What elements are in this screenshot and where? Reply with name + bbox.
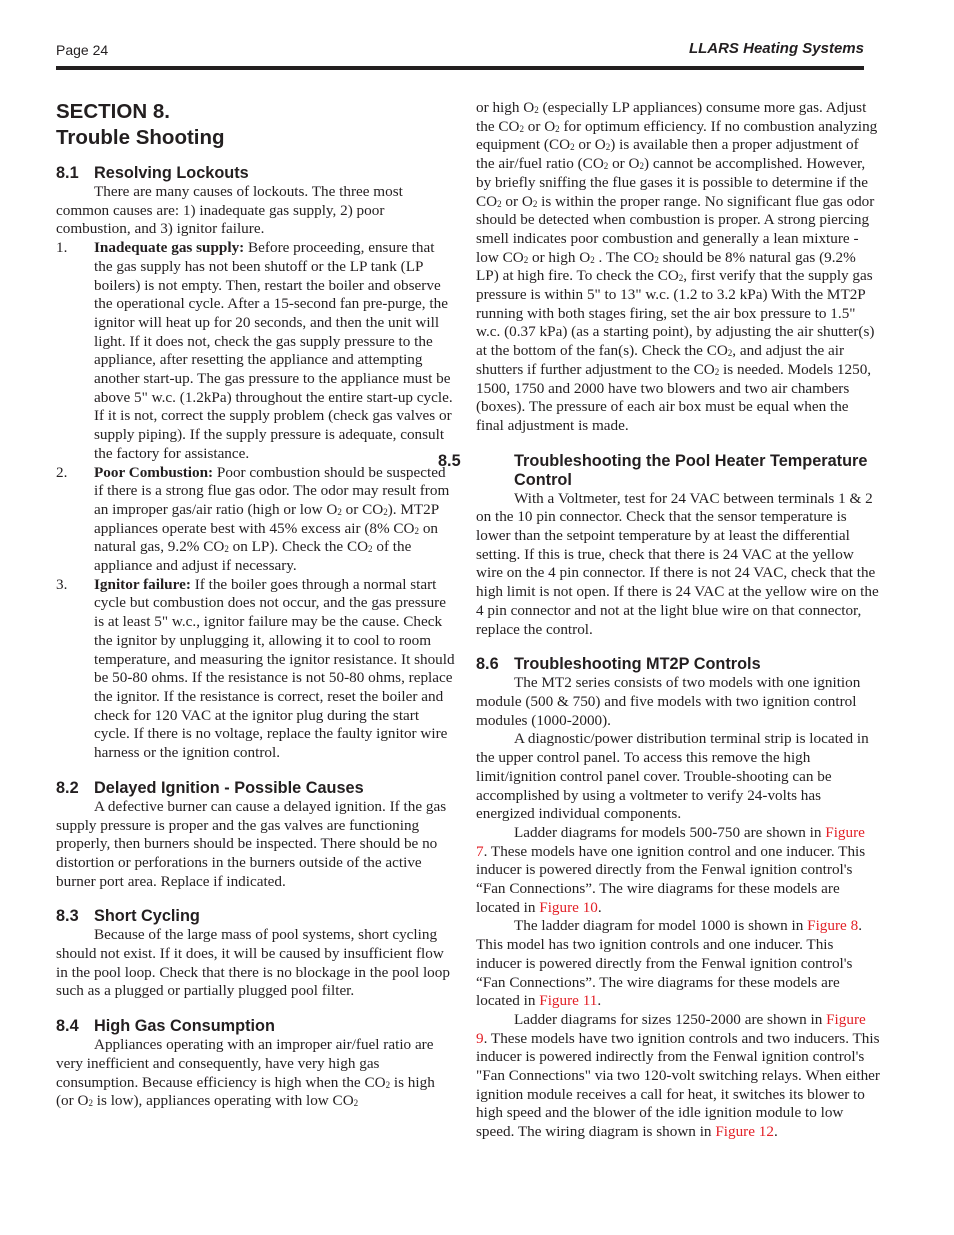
figure-11-link[interactable]: Figure 11 <box>539 992 598 1010</box>
heading-8-1: 8.1 Resolving Lockouts <box>56 164 249 182</box>
delayed-ignition-text: A defective burner can cause a delayed ignition. If the gas supply pressure is proper and the gas valves are functioning properly, then burners should be inspected. There should be no distortion or perforations in the burners outside of the active burner port area. Replace if indicated. <box>56 797 447 890</box>
heading-8-2: 8.2 Delayed Ignition - Possible Causes <box>56 778 364 797</box>
list-item: 3. Ignitor failure: If the boiler goes through a normal start cycle but combustion does not occur, and the gas pressure is at least 5" w.c., ignitor failure may be the cause. Check the ignitor by unplugging it, allowing it to cool to room temperature, and measuring the ignitor resistance. It should be 50-80 ohms. If the resistance is not 50-80 ohms, replace the ignitor. If the resistance is correct, reset the boiler and check for 120 VAC at the ignitor plug during the start cycle. If there is no voltage, replace the faulty ignitor wire harness or the ignition control. <box>56 575 455 762</box>
figure-10-link[interactable]: Figure 10 <box>539 898 598 916</box>
section-title: SECTION 8. Trouble Shooting <box>56 100 225 149</box>
temperature-control-text: With a Voltmeter, test for 24 VAC between terminals 1 & 2 on the 10 pin connector. Check that the sensor temperature is lower than the setpoint temperature by at least the differential setting. If this is true, check that there is 24 VAC at the yellow wire on the 4 pin connector. If there is not 24 VAC, check that the high limit is not open. If there is 24 VAC at the yellow wire on the 4 pin connector and not at the light blue wire on that connector, replace the control. <box>476 489 879 638</box>
mt2p-controls-p2: A diagnostic/power distribution terminal strip is located in the upper control panel. To access this remove the high limit/ignition control panel cover. Trouble-shooting can be accomplished by using a voltmeter to verify 24-volts has energized individual components. <box>476 730 869 823</box>
heading-8-4: 8.4 High Gas Consumption <box>56 1017 275 1036</box>
figure-12-link[interactable]: Figure 12 <box>715 1123 774 1141</box>
figure-9-link[interactable]: Figure 9 <box>476 1010 866 1047</box>
list-item: 2. Poor Combustion: Poor combustion should be suspected if there is a strong flue gas odor. The odor may result from an improper gas/air ratio (high or low $O_2$ or $CO_2$). MT2P appliances operate best with 45% excess air (8% $CO_2$ on natural gas, 9.2% $CO_2$ on LP). Check the $CO_2$ of the appliance and adjust if necessary. <box>56 463 450 575</box>
page-header <box>56 40 864 62</box>
heading-8-6: 8.6 Troubleshooting MT2P Controls <box>476 655 761 674</box>
left-column <box>56 99 456 1111</box>
list-item: 1. Inadequate gas supply: Before proceeding, ensure that the gas supply has not been shutoff or the LP tank (LP boilers) is not empty. Then, restart the boiler and observe the operational cycle. After a 15-second fan pre-purge, the ignitor will heat up for 20 seconds, and then the unit will light. If it does not, check the gas supply pressure to the appliance, after resetting the appliance and attempting another start-up. The gas pressure to the appliance must be above 5" w.c. (1.2kPa) throughout the entire start-up cycle. If it is not, correct the supply problem (check gas valves or supply piping). If the supply pressure is adequate, consult the factory for assistance. <box>56 239 453 462</box>
gas-consumption-text-a: Appliances operating with an improper air/fuel ratio are very inefficient and consequently, have very high gas consumption. Because efficiency is high when the $CO_2$ is high (or $O_2$ is low), appliances operating with low $CO_2$ <box>56 1036 435 1110</box>
heading-8-5: 8.5 Troubleshooting the Pool Heater Temperature Control <box>438 451 868 489</box>
mt2p-controls-p4: The ladder diagram for model 1000 is shown in Figure 8. This model has two ignition controls and one inducer. This inducer is powered directly from the Fenwal ignition control's “Fan Connections”. The wire diagrams for these models are located in Figure 11. <box>476 917 862 1010</box>
heading-8-3: 8.3 Short Cycling <box>56 907 200 926</box>
figure-7-link[interactable]: Figure 7 <box>476 823 865 860</box>
lockouts-intro: There are many causes of lockouts. The three most common causes are: 1) inadequate gas supply, 2) poor combustion, and 3) ignitor failure. <box>56 183 403 238</box>
brand-name: LLARS Heating Systems <box>688 40 864 57</box>
mt2p-controls-p3: Ladder diagrams for models 500-750 are shown in Figure 7. These models have one ignition control and one inducer. This inducer is powered directly from the Fenwal ignition control's “Fan Connections”. The wire diagrams for these models are located in Figure 10. <box>476 823 866 916</box>
mt2p-controls-p1: The MT2 series consists of two models with one ignition module (500 & 750) and five models with two ignition control modules (1000-2000). <box>476 674 861 729</box>
header-rule <box>56 66 864 70</box>
gas-consumption-text-b: or high $O_2$ (especially LP appliances) consume more gas. Adjust the $CO_2$ or $O_2$ for optimum efficiency. If no combustion analyzing equipment ($CO_2$ or $O_2$) is available then a proper adjustment of the air/fuel ratio ($CO_2$ or $O_2$) cannot be accomplished. However, by briefly sniffing the flue gases it is possible to determine if the $CO_2$ or $O_2$ is within the proper range. No significant flue gas odor should be detected when combustion is proper. A strong piercing smell indicates poor combustion and generally a lean mixture - low $CO_2$ or high $O_2$ . The $CO_2$ should be 8% natural gas (9.2% LP) at high fire. To check the $CO_2$, first verify that the supply gas pressure is within 5" to 13" w.c. (1.2 to 3.2 kPa) With the MT2P running with both stages firing, set the air box pressure to 1.5" w.c. (0.37 kPa) (as a starting point), by adjusting the air shutter(s) at the bottom of the fan(s). Check the $CO_2$, and adjust the air shutters if further adjustment to the $CO_2$ is needed. Models 1250, 1500, 1750 and 2000 have two blowers and two air chambers (boxes). The pressure of each air box must be equal when the final adjustment is made. <box>476 99 878 434</box>
page-number: Page 24 <box>56 42 109 58</box>
figure-8-link[interactable]: Figure 8 <box>807 917 859 935</box>
mt2p-controls-p5: Ladder diagrams for sizes 1250-2000 are shown in Figure 9. These models have two ignition controls and two inducers. This inducer is powered indirectly from the Fenwal ignition control's "Fan Connections" via two 120-volt switching relays. When either ignition module receives a call for heat, it switches its blower to high speed and the blower of the idle ignition module to low speed. The wiring diagram is shown in Figure 12. <box>476 1010 880 1141</box>
right-column <box>438 99 880 1142</box>
short-cycling-text: Because of the large mass of pool systems, short cycling should not exist. If it does, it will be caused by insufficient flow in the pool loop. Check that there is no blockage in the pool loop such as a plugged or partially plugged pool filter. <box>56 926 450 1000</box>
